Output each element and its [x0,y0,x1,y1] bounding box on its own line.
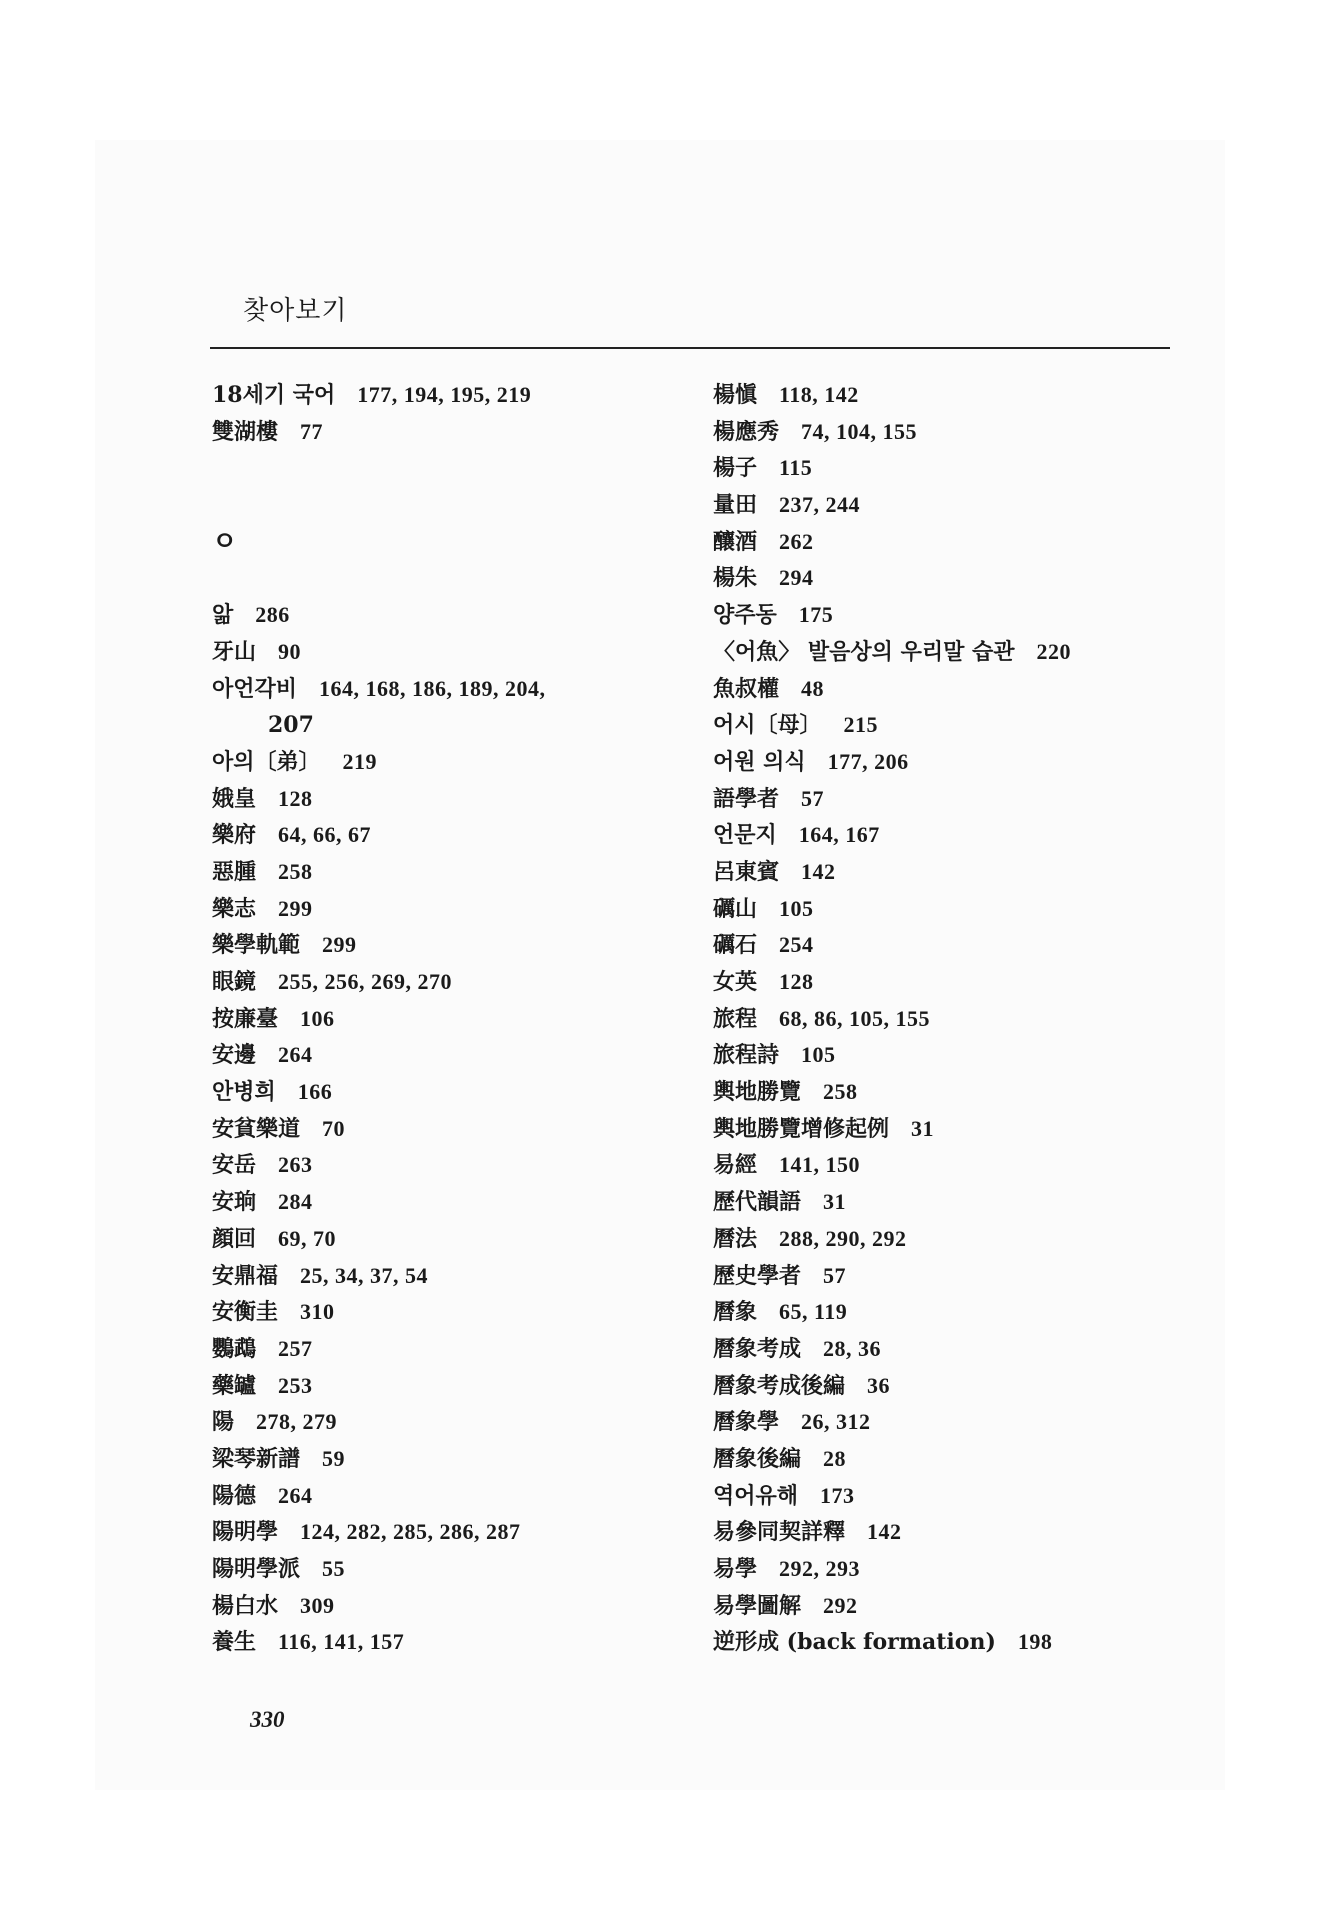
index-pages: 292 [823,1592,858,1618]
index-entry [713,1478,1183,1515]
index-pages: 25, 34, 37, 54 [300,1262,429,1288]
index-term: 易經 [713,1152,758,1179]
index-pages: 142 [801,858,836,884]
index-term: 역어유해 [713,1482,799,1509]
index-term: 楊子 [713,455,758,482]
index-term: 陽明學 [212,1519,279,1546]
index-pages: 57 [823,1262,847,1288]
index-entry [713,781,1183,818]
index-term: 梁琴新譜 [212,1445,301,1472]
index-entry [212,1404,692,1441]
index-pages: 128 [278,785,313,811]
index-pages: 166 [297,1079,333,1105]
index-entry [212,1441,692,1478]
index-pages: 164, 168, 186, 189, 204, [319,675,546,701]
index-pages: 59 [322,1445,346,1471]
index-pages: 36 [867,1372,891,1398]
index-term: 陽明學派 [212,1556,301,1582]
index-entry [713,1588,1183,1625]
index-pages: 220 [1036,638,1071,664]
index-entry [212,1074,692,1111]
index-entry [713,707,1183,744]
index-entry [212,1551,692,1588]
index-term: 按廉臺 [212,1005,279,1032]
index-term: 牙山 [212,638,257,665]
index-entry [212,1331,692,1368]
index-pages: 64, 66, 67 [278,822,372,848]
index-entry [212,817,692,854]
index-pages: 215 [843,712,879,738]
index-term: 魚叔權 [713,675,780,702]
index-term: 安珦 [212,1189,257,1216]
index-entry [713,414,1183,451]
index-pages: 299 [322,932,357,958]
index-pages: 254 [779,932,814,958]
index-entry [713,634,1183,671]
index-term: 樂志 [212,895,257,922]
index-entry [713,524,1183,561]
index-term: 旅程詩 [713,1042,780,1069]
index-pages: 31 [823,1189,847,1215]
index-pages: 70 [322,1115,346,1141]
index-term: 惡腫 [212,858,257,885]
index-pages: 105 [801,1042,836,1068]
index-term: 앎 [212,602,234,629]
index-entry [212,377,692,414]
index-pages: 173 [820,1482,855,1508]
index-entry [713,1551,1183,1588]
index-entry [212,1111,692,1148]
index-pages: 124, 282, 285, 286, 287 [300,1519,521,1545]
index-pages: 118, 142 [779,382,859,407]
index-pages: 142 [867,1519,902,1545]
index-term: 楊愼 [713,382,758,408]
index-pages: 57 [801,785,825,811]
index-entry [212,854,692,891]
index-term: 안병희 [212,1079,276,1106]
index-entry [212,1368,692,1405]
index-entry [212,1037,692,1074]
index-term: 雙湖樓 [212,418,279,445]
index-entry [212,634,692,671]
index-pages: 310 [300,1299,335,1325]
index-pages: 90 [278,638,302,664]
index-term: 아언각비 [212,675,298,702]
index-term: 逆形成 (back formation) [713,1629,996,1656]
index-entry [212,781,692,818]
index-entry [212,597,692,634]
index-entry [713,817,1183,854]
index-term: 어시〔母〕 [713,712,822,739]
index-term: 輿地勝覽 [713,1079,802,1106]
index-term: 輿地勝覽增修起例 [713,1115,890,1142]
index-pages: 262 [779,528,814,554]
index-entry [713,1111,1183,1148]
index-pages: 292, 293 [779,1556,861,1581]
page-number: 330 [250,1707,285,1732]
index-term: 安邊 [212,1042,257,1069]
index-entry [713,1331,1183,1368]
index-entry [212,927,692,964]
index-term: 旅程 [713,1005,758,1032]
index-term: 易參同契詳釋 [713,1519,846,1546]
index-pages: 77 [300,418,324,444]
index-pages: 68, 86, 105, 155 [779,1005,931,1031]
index-entry [212,671,692,708]
index-term: 語學者 [713,785,780,812]
index-entry [212,891,692,928]
index-term: 아의〔弟〕 [212,748,321,775]
index-term: 언문지 [713,822,777,849]
index-entry [212,1147,692,1184]
index-pages: 65, 119 [779,1299,848,1325]
index-pages: 258 [823,1079,858,1105]
index-entry [713,1184,1183,1221]
index-pages: 219 [342,748,378,774]
index-entry [713,1624,1183,1661]
index-entry [713,450,1183,487]
index-entry [212,414,692,451]
index-entry [713,1294,1183,1331]
index-entry [212,1221,692,1258]
index-term: 曆象 [713,1299,758,1326]
index-entry [713,1001,1183,1038]
index-term: 眼鏡 [212,969,257,995]
index-pages: 116, 141, 157 [278,1629,405,1655]
index-pages: 253 [278,1372,313,1398]
index-term: 安衡圭 [212,1299,279,1326]
index-term: 娥皇 [212,785,257,812]
index-entry [212,1294,692,1331]
index-pages: 28, 36 [823,1335,882,1361]
index-pages: 258 [278,858,313,884]
index-pages: 257 [278,1335,313,1361]
index-term: 礪石 [713,932,758,959]
index-term: 易學圖解 [713,1592,802,1619]
index-term: 楊白水 [212,1592,279,1619]
index-pages: 74, 104, 155 [801,418,918,444]
index-entry [713,1074,1183,1111]
index-pages: 55 [322,1556,346,1581]
index-pages: 286 [255,602,290,628]
index-column-right [713,377,1183,1661]
index-pages: 278, 279 [256,1409,338,1435]
index-section-heading: ㅇ [212,526,238,557]
index-entry [713,1221,1183,1258]
index-entry [713,964,1183,1001]
index-pages: 263 [278,1152,313,1178]
index-pages: 284 [278,1189,313,1215]
index-entry [212,1624,692,1661]
index-entry [212,1588,692,1625]
index-term: 量田 [713,492,758,519]
index-term: 樂學軌範 [212,932,301,959]
index-term: 安鼎福 [212,1262,279,1289]
index-pages: 309 [300,1592,335,1618]
running-head: 찾아보기 [243,296,348,326]
index-pages: 105 [779,895,814,921]
index-entry [212,1001,692,1038]
index-term: 藥罏 [212,1372,257,1399]
index-pages: 264 [278,1482,313,1508]
index-pages: 198 [1017,1629,1053,1655]
index-term: 楊應秀 [713,418,780,445]
index-pages: 26, 312 [801,1409,871,1435]
index-term: 女英 [713,969,758,995]
index-pages: 28 [823,1445,847,1471]
index-term: 曆象後編 [713,1445,802,1472]
index-term: 어원 의식 [713,748,806,775]
index-spacer [212,450,692,487]
index-entry [713,891,1183,928]
index-term: 曆象考成後編 [713,1372,846,1399]
index-pages: 237, 244 [779,492,861,518]
index-term: 安貧樂道 [212,1115,301,1142]
index-pages: 288, 290, 292 [779,1225,907,1251]
index-pages: 141, 150 [779,1152,861,1178]
index-pages: 177, 194, 195, 219 [357,382,532,407]
index-entry [713,1037,1183,1074]
index-entry [212,1478,692,1515]
index-entry [212,1184,692,1221]
index-entry [713,854,1183,891]
index-pages: 69, 70 [278,1225,337,1251]
index-spacer [212,560,692,597]
index-pages: 175 [798,602,834,628]
index-term: 易學 [713,1556,758,1582]
index-pages: 299 [278,895,313,921]
index-entry [713,487,1183,524]
header-rule [210,347,1170,349]
index-term: 陽 [212,1409,235,1436]
index-pages: 264 [278,1042,313,1068]
index-pages: 106 [300,1005,335,1031]
index-entry [212,1258,692,1295]
index-term: 顔回 [212,1225,257,1252]
index-entry [713,671,1183,708]
index-term: 安岳 [212,1152,257,1179]
index-term: 楊朱 [713,565,758,592]
index-term: 釀酒 [713,528,758,555]
index-entry [713,1404,1183,1441]
index-term: 陽德 [212,1482,257,1509]
index-entry [212,1514,692,1551]
index-entry [713,744,1183,781]
index-term: 礪山 [713,895,758,922]
index-term: 歷代韻語 [713,1189,802,1216]
index-spacer [212,487,692,524]
index-entry [713,377,1183,414]
index-term: 18세기 국어 [212,382,336,408]
index-pages: 128 [779,969,814,994]
index-entry [713,1368,1183,1405]
index-term: 養生 [212,1629,257,1656]
index-entry [212,964,692,1001]
index-pages: 255, 256, 269, 270 [278,969,453,994]
index-term: 양주동 [713,602,777,629]
index-pages: 177, 206 [827,748,909,774]
index-term: 鸚鵡 [212,1335,257,1362]
index-entry [713,1258,1183,1295]
index-term: 曆法 [713,1225,758,1252]
index-pages: 115 [779,455,813,481]
index-entry [713,1514,1183,1551]
index-entry [713,1441,1183,1478]
index-term: 曆象學 [713,1409,780,1436]
index-entry-continuation: 207 [268,712,314,739]
index-term: 曆象考成 [713,1335,802,1362]
index-pages: 48 [801,675,825,701]
index-entry [713,1147,1183,1184]
index-pages: 31 [911,1115,935,1141]
index-term: 樂府 [212,822,257,849]
index-entry [212,744,692,781]
index-pages: 164, 167 [798,822,880,848]
index-column-left [212,377,692,1661]
index-entry [713,597,1183,634]
index-pages: 294 [779,565,814,591]
index-term: 〈어魚〉 발음상의 우리말 습관 [713,638,1015,665]
index-entry [713,927,1183,964]
index-term: 呂東賓 [713,858,780,885]
index-entry [713,560,1183,597]
index-term: 歷史學者 [713,1262,802,1289]
